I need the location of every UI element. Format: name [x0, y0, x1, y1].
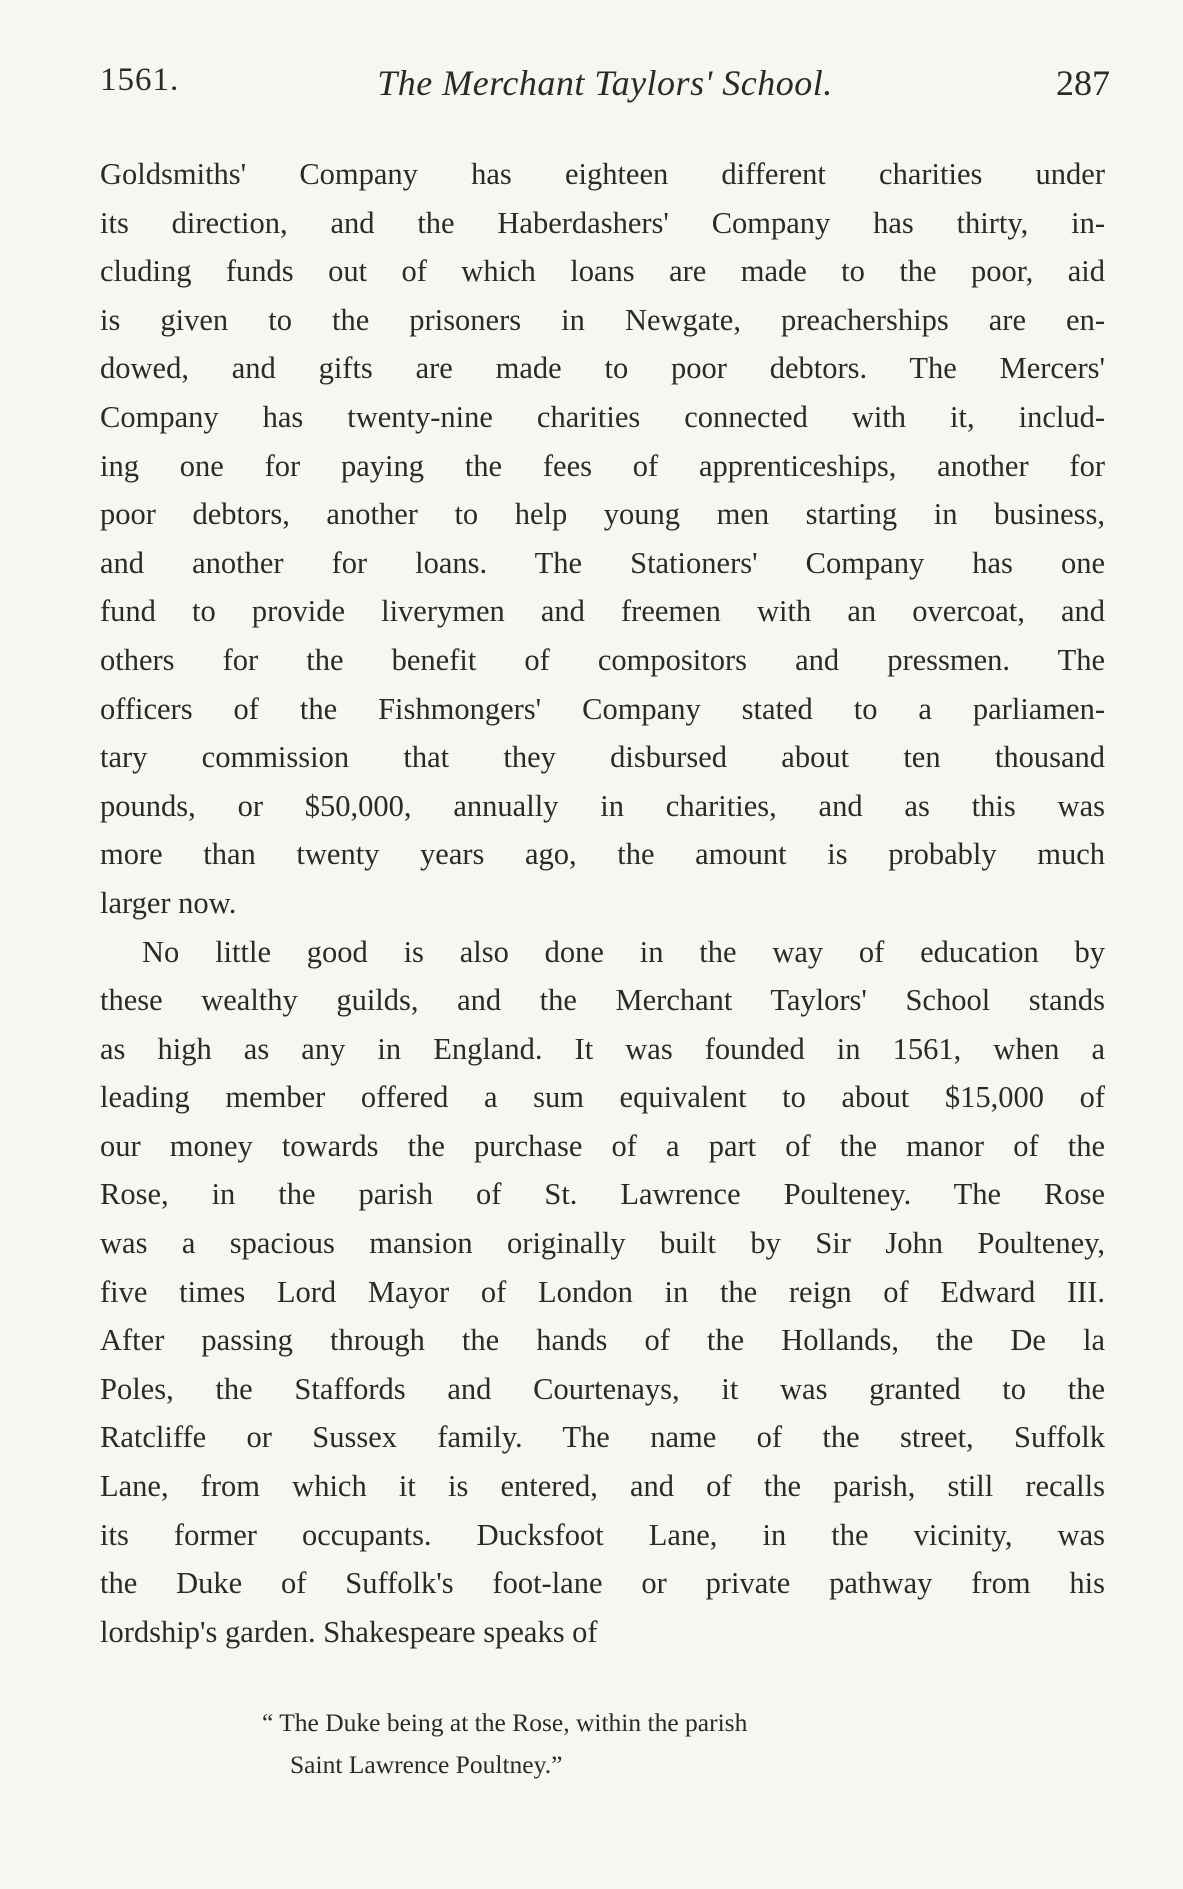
text-line: is given to the prisoners in Newgate, preacherships are en- — [100, 302, 1105, 337]
text-line: was a spacious mansion originally built by Sir John Poulteney, — [100, 1226, 1105, 1261]
text-line: poor debtors, another to help young men starting in business, — [100, 497, 1105, 532]
text-line: these wealthy guilds, and the Merchant Taylors' School stands — [100, 983, 1105, 1018]
body-text — [100, 150, 1105, 1656]
text-line: dowed, and gifts are made to poor debtors. The Mercers' — [100, 351, 1105, 386]
quote-line: “ The Duke being at the Rose, within the parish — [262, 1708, 748, 1737]
text-line: our money towards the purchase of a part of the manor of the — [100, 1128, 1105, 1163]
text-line: and another for loans. The Stationers' Company has one — [100, 545, 1105, 580]
text-line: Poles, the Staffords and Courtenays, it was granted to the — [100, 1371, 1105, 1406]
text-line: others for the benefit of compositors and pressmen. The — [100, 642, 1105, 677]
running-head-title: The Merchant Taylors' School. — [377, 63, 833, 103]
page-number: 287 — [1056, 63, 1110, 103]
text-line: Goldsmiths' Company has eighteen different charities under — [100, 157, 1105, 191]
block-quote — [262, 1702, 982, 1786]
text-line: its direction, and the Haberdashers' Company has thirty, in- — [100, 205, 1105, 240]
text-line: Rose, in the parish of St. Lawrence Poulteney. The Rose — [100, 1177, 1105, 1212]
text-line: After passing through the hands of the Hollands, the De la — [100, 1323, 1105, 1358]
paragraph-start-line: No little good is also done in the way of education by — [142, 934, 1105, 969]
running-head — [100, 62, 1110, 112]
text-line: larger now. — [100, 885, 237, 920]
text-line: Ratcliffe or Sussex family. The name of the street, Suffolk — [100, 1420, 1105, 1455]
text-line: officers of the Fishmongers' Company stated to a parliamen- — [100, 691, 1105, 726]
text-line: more than twenty years ago, the amount is probably much — [100, 837, 1105, 872]
text-line: tary commission that they disbursed about ten thousand — [100, 740, 1105, 775]
text-line: ing one for paying the fees of apprenticeships, another for — [100, 448, 1105, 483]
text-line: pounds, or $50,000, annually in charities, and as this was — [100, 788, 1105, 823]
text-line: Company has twenty-nine charities connected with it, includ- — [100, 399, 1105, 434]
text-line: cluding funds out of which loans are made to the poor, aid — [100, 254, 1105, 289]
running-head-year: 1561. — [100, 62, 180, 98]
text-line: lordship's garden. Shakespeare speaks of — [100, 1614, 598, 1649]
quote-line: Saint Lawrence Poultney.” — [290, 1750, 563, 1779]
text-line: its former occupants. Ducksfoot Lane, in the vicinity, was — [100, 1517, 1105, 1552]
text-line: five times Lord Mayor of London in the reign of Edward III. — [100, 1274, 1105, 1309]
text-line: as high as any in England. It was founded in 1561, when a — [100, 1031, 1105, 1066]
text-line: Lane, from which it is entered, and of the parish, still recalls — [100, 1469, 1105, 1504]
text-line: leading member offered a sum equivalent to about $15,000 of — [100, 1080, 1105, 1115]
text-line: the Duke of Suffolk's foot-lane or private pathway from his — [100, 1566, 1105, 1601]
text-line: fund to provide liverymen and freemen with an overcoat, and — [100, 594, 1105, 629]
